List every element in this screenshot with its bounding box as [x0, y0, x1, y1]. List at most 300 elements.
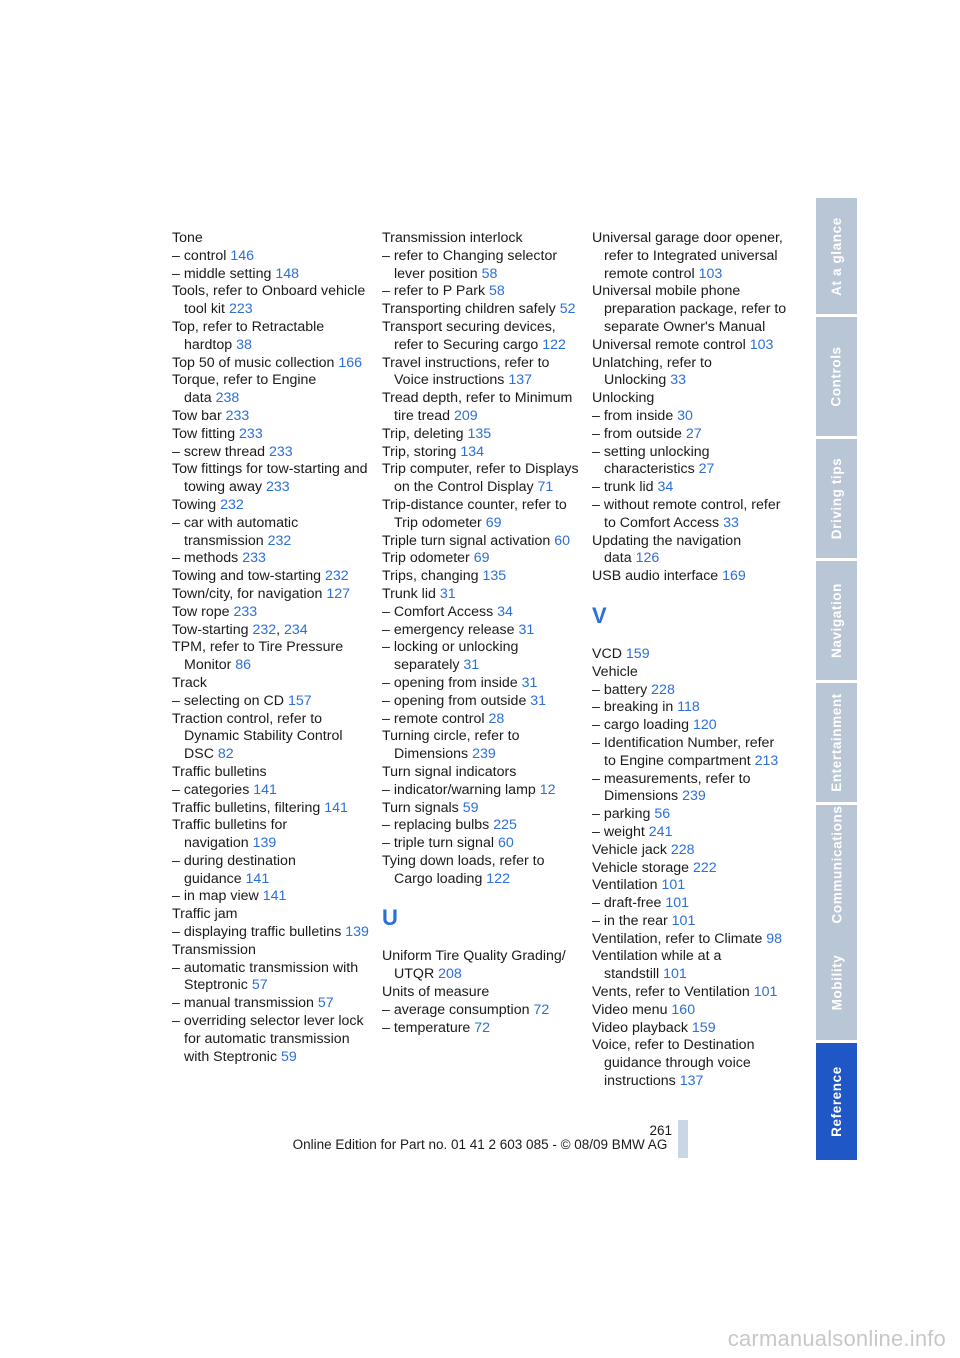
index-entry [382, 948, 582, 984]
index-entry-text: Towing and tow-starting [172, 568, 322, 585]
tab-label: Reference [829, 1066, 844, 1137]
tab-driving-tips[interactable] [816, 439, 857, 558]
index-entry-text: Uniform Tire Quality Grading/ UTQR [382, 948, 566, 983]
index-entry [172, 853, 372, 889]
index-entry-text: Traffic bulletins [172, 763, 267, 780]
index-entry [172, 604, 372, 622]
index-entry [592, 497, 788, 533]
index-entry [382, 390, 582, 426]
chapter-tab-bar [816, 198, 857, 1160]
index-entry [592, 877, 788, 895]
index-entry [592, 408, 788, 426]
tab-entertainment[interactable] [816, 683, 857, 802]
index-column-2 [382, 230, 582, 1037]
page-reference-link[interactable]: 233 [233, 603, 258, 620]
index-entry-text: Trip odometer [382, 550, 470, 567]
index-entry [592, 444, 788, 480]
page-reference-link[interactable]: 134 [460, 443, 484, 460]
index-entry [172, 782, 372, 800]
index-entry [382, 426, 582, 444]
index-entry [172, 639, 372, 675]
index-entry [382, 800, 582, 818]
index-entry-text: VCD [592, 645, 622, 662]
page-reference-link[interactable]: 241 [648, 823, 673, 840]
index-entry-text: – parking [592, 806, 651, 823]
index-entry-text: – replacing bulbs [382, 817, 490, 834]
page-reference-link[interactable]: 233 [242, 550, 266, 567]
index-entry-text: Video menu [592, 1001, 668, 1018]
index-entry-text: Ventilation while at a standstill [592, 948, 722, 983]
index-entry [592, 948, 788, 984]
index-entry [592, 337, 788, 355]
index-entry [382, 461, 582, 497]
page-reference-link[interactable]: 34 [497, 603, 513, 620]
index-entry [382, 355, 582, 391]
page-reference-link[interactable]: 82 [217, 746, 234, 763]
index-entry-text: Turn signals [382, 799, 459, 816]
index-entry-text: – selecting on CD [172, 692, 284, 709]
tab-label: Navigation [829, 582, 845, 659]
index-entry-text: – categories [172, 781, 250, 798]
page-reference-link[interactable]: 159 [691, 1019, 716, 1036]
index-entry-text: Unlatching, refer to Unlocking [592, 354, 712, 389]
index-entry [172, 924, 372, 942]
index-entry-text: – displaying traffic bulletins [172, 924, 342, 941]
index-entry [592, 842, 788, 860]
index-entry [382, 728, 582, 764]
index-entry-text: Tow fitting [172, 425, 236, 442]
page-reference-link[interactable]: 69 [473, 550, 490, 567]
page-reference-link[interactable]: 101 [665, 895, 690, 912]
index-entry-text: – measurements, refer to Dimensions [592, 770, 751, 805]
index-entry [592, 533, 788, 569]
index-entry [172, 960, 372, 996]
index-entry-text: Tow-starting [172, 621, 249, 638]
page-reference-link[interactable]: 33 [670, 372, 687, 389]
index-entry-text: – refer to P Park [382, 283, 486, 300]
index-entry [592, 913, 788, 931]
index-entry [592, 699, 788, 717]
index-entry [592, 390, 788, 408]
index-entry [172, 568, 372, 586]
index-entry [172, 444, 372, 462]
page-reference-link[interactable]: 222 [692, 859, 717, 876]
index-entry [592, 771, 788, 807]
page-reference-link[interactable]: 137 [679, 1073, 704, 1090]
page-reference-link[interactable]: 141 [324, 799, 348, 816]
page-reference-link[interactable]: 208 [438, 966, 462, 983]
tab-label: At a glance [829, 216, 844, 296]
index-entry [382, 533, 582, 551]
index-entry-text: Vehicle jack [592, 841, 667, 858]
index-entry [172, 888, 372, 906]
index-entry-text: Transmission interlock [382, 230, 523, 246]
index-entry [382, 1020, 582, 1038]
tab-label: Entertainment [829, 693, 844, 792]
page-reference-link[interactable]: 34 [657, 479, 674, 496]
index-entry-text: Track [172, 674, 207, 691]
index-entry [592, 717, 788, 735]
page-reference-link[interactable]: 27 [698, 461, 715, 478]
index-entry-text: Transporting children safely [382, 301, 556, 318]
page-reference-link[interactable]: 122 [542, 336, 566, 353]
index-entry-text: TPM, refer to Tire Pressure Monitor [172, 639, 344, 674]
tab-navigation[interactable] [816, 561, 857, 680]
tab-at-a-glance[interactable] [816, 198, 857, 314]
page-reference-link[interactable]: 209 [453, 407, 478, 424]
tab-label: Controls [829, 346, 845, 407]
page-reference-link[interactable]: 135 [482, 568, 507, 585]
page-reference-link[interactable]: 58 [481, 265, 498, 282]
tab-mobility[interactable] [816, 924, 857, 1040]
index-entry-text: Traffic bulletins, filtering [172, 799, 321, 816]
page-number: 261 [649, 1123, 672, 1138]
index-entry [172, 319, 372, 355]
index-entry-text: Transport securing devices, refer to Securing cargo [382, 318, 556, 353]
index-entry [172, 230, 372, 248]
index-entry-text: Trip computer, refer to Displays on the Control Display [382, 461, 579, 496]
index-entry [382, 248, 582, 284]
index-entry [382, 984, 582, 1002]
index-entry [172, 408, 372, 426]
index-entry [382, 319, 582, 355]
index-entry [172, 817, 372, 853]
index-entry-text: Traffic bulletins for navigation [172, 817, 288, 852]
index-entry [592, 1020, 788, 1038]
index-entry [382, 283, 582, 301]
index-entry-text: – opening from inside [382, 674, 518, 691]
page-reference-link[interactable]: 38 [236, 336, 252, 353]
index-entry [172, 800, 372, 818]
index-entry [592, 824, 788, 842]
page-reference-link[interactable]: 228 [670, 841, 695, 858]
index-entry [382, 835, 582, 853]
index-entry-text: Unlocking [592, 390, 655, 407]
index-entry [592, 230, 788, 283]
page-reference-link[interactable]: 72 [533, 1001, 550, 1018]
page-reference-link[interactable]: 139 [345, 924, 369, 941]
index-entry-text: – automatic transmission with Steptronic [172, 959, 359, 994]
page-reference-link[interactable]: 232 [325, 568, 349, 585]
index-entry [172, 711, 372, 764]
page-reference-link[interactable]: 52 [559, 301, 576, 318]
page-reference-link[interactable]: 234 [284, 621, 308, 638]
page-reference-link[interactable]: 58 [489, 283, 505, 300]
index-entry [382, 782, 582, 800]
tab-label: Communications [829, 805, 845, 924]
index-column-3 [592, 230, 788, 1091]
page-reference-link[interactable]: 103 [749, 336, 774, 353]
index-entry-text: Top, refer to Retractable hardtop [172, 318, 325, 353]
page-reference-link[interactable]: 159 [625, 645, 650, 662]
index-entry [382, 230, 582, 248]
section-letter: U [382, 905, 398, 931]
index-entry-text: Vehicle [592, 663, 638, 680]
index-entry [592, 860, 788, 878]
index-column-1 [172, 230, 372, 1066]
tab-communications[interactable] [816, 805, 857, 924]
index-entry-text: Trunk lid [382, 585, 436, 602]
index-entry [592, 1002, 788, 1020]
page-reference-link[interactable]: 122 [486, 870, 510, 887]
page-reference-link[interactable]: 146 [230, 247, 255, 264]
index-entry-text: – screw thread [172, 443, 266, 460]
index-entry-text: Updating the navigation data [592, 532, 742, 567]
index-entry [382, 693, 582, 711]
index-entry-text: Universal remote control [592, 336, 746, 353]
index-entry-text: Tone [172, 230, 203, 246]
index-entry [382, 622, 582, 640]
index-entry-text: Tread depth, refer to Minimum tire tread [382, 390, 573, 424]
tab-label: Driving tips [829, 457, 844, 540]
page-reference-link[interactable]: 69 [485, 514, 502, 531]
index-entry-text: Traffic jam [172, 906, 238, 923]
page-reference-link[interactable]: 225 [493, 817, 517, 834]
index-entry-text: – without remote control, refer to Comfort Access [592, 496, 781, 531]
tab-label: Mobility [829, 954, 845, 1010]
index-entry-text: – refer to Changing selector lever position [382, 247, 558, 282]
index-entry-text: – triple turn signal [382, 835, 494, 852]
index-entry-text: Ventilation [592, 877, 658, 894]
index-entry-text: – remote control [382, 710, 485, 727]
index-entry-text: Tying down loads, refer to Cargo loading [382, 852, 545, 887]
index-entry [172, 461, 372, 497]
index-entry-text: Top 50 of music collection [172, 354, 335, 371]
page-reference-link[interactable]: 56 [654, 806, 671, 823]
index-entry-text: – from inside [592, 407, 674, 424]
index-entry-text: Units of measure [382, 984, 490, 1001]
index-entry [592, 646, 788, 664]
index-entry-text: – battery [592, 681, 648, 698]
index-entry-text: – Identification Number, refer to Engine compartment [592, 734, 775, 769]
index-entry-text: Trip, storing [382, 443, 457, 460]
page-reference-link[interactable]: 233 [266, 479, 290, 496]
page-reference-link[interactable]: 135 [467, 425, 492, 442]
index-entry-text: – locking or unlocking separately [382, 639, 519, 674]
index-entry-text: – during destination guidance [172, 852, 296, 887]
page-reference-link[interactable]: 101 [663, 966, 687, 983]
page-reference-link[interactable]: 213 [754, 752, 779, 769]
index-entry-text: USB audio interface [592, 568, 719, 585]
index-entry [172, 764, 372, 782]
index-entry [172, 693, 372, 711]
index-entry [382, 675, 582, 693]
index-entry [592, 682, 788, 700]
page-reference-link[interactable]: 223 [228, 301, 253, 318]
page-reference-link[interactable]: 31 [463, 657, 480, 674]
page-reference-link[interactable]: 160 [671, 1001, 696, 1018]
page-reference-link[interactable]: 232 [252, 621, 277, 638]
index-entry-text: – indicator/warning lamp [382, 781, 536, 798]
index-entry-text: – control [172, 247, 227, 264]
page-reference-link[interactable]: 12 [539, 781, 556, 798]
index-entry [172, 426, 372, 444]
index-entry [172, 675, 372, 693]
section-letter: V [592, 602, 607, 628]
page-reference-link[interactable]: 233 [225, 407, 250, 424]
page-reference-link[interactable]: 148 [275, 265, 299, 282]
index-entry-text: Universal mobile phone preparation package, refer to separate Owner's Manual [592, 283, 787, 335]
footer-text: Online Edition for Part no. 01 41 2 603 085 - © 08/09 BMW AG [292, 1137, 668, 1152]
index-entry-text: Vehicle storage [592, 859, 690, 876]
page-reference-link[interactable]: 103 [698, 265, 723, 282]
page-reference-link[interactable]: 233 [239, 425, 263, 442]
index-entry [592, 984, 788, 1002]
page-reference-link[interactable]: 59 [281, 1048, 297, 1065]
page-reference-link[interactable]: 233 [269, 443, 293, 460]
index-entry-text: Trips, changing [382, 568, 479, 585]
index-entry [382, 1002, 582, 1020]
index-entry-text: – in map view [172, 888, 259, 905]
watermark: carmanualsonline.info [727, 1326, 946, 1351]
page-reference-link[interactable]: 60 [554, 532, 570, 549]
page-reference-link[interactable]: 126 [635, 550, 660, 567]
index-entry-text: – methods [172, 550, 239, 567]
page-reference-link[interactable]: 232 [220, 496, 244, 513]
index-entry [382, 817, 582, 835]
index-entry [382, 639, 582, 675]
page-reference-link[interactable]: 72 [474, 1019, 491, 1036]
index-entry-text: Universal garage door opener, refer to Integrated universal remote control [592, 230, 783, 282]
index-entry [172, 906, 372, 924]
page-reference-link[interactable]: 31 [521, 674, 538, 691]
index-entry [382, 853, 582, 889]
index-entry [172, 1013, 372, 1066]
page-reference-link[interactable]: 33 [723, 514, 739, 531]
page-reference-link[interactable]: 239 [472, 746, 496, 763]
index-entry [172, 942, 372, 960]
page-reference-link[interactable]: 27 [685, 425, 702, 442]
index-entry [172, 497, 372, 515]
index-entry-text: Travel instructions, refer to Voice instructions [382, 354, 550, 389]
page-reference-link[interactable]: 157 [287, 692, 312, 709]
index-entry [592, 931, 788, 949]
page-reference-link[interactable]: 232 [267, 532, 292, 549]
index-entry [172, 995, 372, 1013]
page-reference-link[interactable]: 141 [253, 781, 277, 798]
index-entry-text: – temperature [382, 1019, 471, 1036]
index-entry-text: – breaking in [592, 699, 674, 716]
page-reference-link[interactable]: 166 [338, 354, 363, 371]
index-entry-text: – average consumption [382, 1001, 530, 1018]
index-entry [592, 1037, 788, 1090]
index-entry [592, 355, 788, 391]
page-reference-link[interactable]: 118 [677, 699, 700, 716]
index-entry [592, 735, 788, 771]
page-reference-link[interactable]: 60 [497, 835, 514, 852]
index-entry-text: Triple turn signal activation [382, 532, 551, 549]
index-entry [382, 604, 582, 622]
index-entry-text: – middle setting [172, 265, 272, 282]
index-entry-text: – setting unlocking characteristics [592, 443, 710, 478]
index-entry [592, 664, 788, 682]
index-entry [172, 355, 372, 373]
index-entry [172, 248, 372, 266]
page-reference-link[interactable]: 31 [518, 621, 535, 638]
index-entry-text: Tow fittings for tow-starting and towing away [172, 461, 368, 496]
index-entry-text: – from outside [592, 425, 682, 442]
index-entry [592, 806, 788, 824]
index-entry-text: – car with automatic transmission [172, 514, 299, 549]
page-reference-link[interactable]: 169 [722, 568, 746, 585]
page-reference-link[interactable]: 127 [326, 585, 350, 602]
index-entry-text: – weight [592, 823, 645, 840]
index-entry-text: Trip, deleting [382, 425, 464, 442]
index-entry-text: – emergency release [382, 621, 515, 638]
index-entry-text: Turning circle, refer to Dimensions [382, 728, 520, 763]
page-reference-link[interactable]: 28 [488, 710, 505, 727]
index-entry-text: Turn signal indicators [382, 763, 517, 780]
index-entry [382, 444, 582, 462]
page-reference-link[interactable]: 57 [251, 977, 268, 994]
page-reference-link[interactable]: 59 [462, 799, 479, 816]
index-entry [382, 568, 582, 586]
index-entry-text: Tools, refer to Onboard vehicle tool kit [172, 283, 366, 318]
index-entry-text: Traction control, refer to Dynamic Stability Control DSC [172, 710, 343, 763]
index-entry-text: – in the rear [592, 912, 668, 929]
index-entry-text: Trip-distance counter, refer to Trip odometer [382, 496, 567, 531]
page-reference-link[interactable]: 31 [530, 692, 547, 709]
index-entry [172, 515, 372, 551]
page-reference-link[interactable]: 101 [753, 984, 778, 1001]
index-entry [382, 301, 582, 319]
index-entry-text: – Comfort Access [382, 603, 494, 620]
page-reference-link[interactable]: 228 [651, 681, 675, 698]
page-reference-link[interactable]: 86 [235, 657, 252, 674]
index-entry [172, 586, 372, 604]
index-entry [382, 711, 582, 729]
index-entry [382, 586, 582, 604]
page-reference-link[interactable]: 57 [317, 995, 334, 1012]
page-reference-link[interactable]: 101 [661, 877, 686, 894]
page-reference-link[interactable]: 31 [439, 585, 456, 602]
index-entry [382, 764, 582, 782]
page-reference-link[interactable]: 238 [215, 390, 240, 407]
page-reference-link[interactable]: 139 [252, 835, 277, 852]
tab-controls[interactable] [816, 317, 857, 436]
page-reference-link[interactable]: 120 [692, 717, 717, 734]
index-entry-text: – opening from outside [382, 692, 527, 709]
index-entry-text: Torque, refer to Engine data [172, 372, 317, 407]
index-entry-text: – overriding selector lever lock for automatic transmission with Steptronic [172, 1013, 364, 1065]
page-reference-link[interactable]: 141 [262, 888, 287, 905]
index-entry-text: – cargo loading [592, 717, 690, 734]
index-entry-text: Towing [172, 496, 217, 513]
page-reference-link[interactable]: 71 [537, 479, 554, 496]
index-entry [592, 426, 788, 444]
page-reference-link[interactable]: 101 [671, 912, 696, 929]
index-entry-text: Town/city, for navigation [172, 585, 323, 602]
page-reference-link[interactable]: 98 [766, 930, 783, 947]
index-entry-text: Ventilation, refer to Climate [592, 930, 763, 947]
page-reference-link[interactable]: 141 [245, 870, 270, 887]
index-entry [382, 550, 582, 568]
index-entry-text: Vents, refer to Ventilation [592, 984, 750, 1001]
index-entry [592, 479, 788, 497]
page-reference-link[interactable]: 30 [677, 407, 693, 424]
index-entry [382, 497, 582, 533]
index-entry-text: – manual transmission [172, 995, 314, 1012]
index-entry-text: Transmission [172, 941, 256, 958]
index-entry-text: Tow bar [172, 407, 222, 424]
index-entry [592, 283, 788, 336]
index-entry [172, 372, 372, 408]
index-entry [172, 266, 372, 284]
index-entry [592, 895, 788, 913]
index-entry-text: Tow rope [172, 603, 230, 620]
page-reference-link[interactable]: 239 [682, 788, 706, 805]
page-reference-link[interactable]: 137 [508, 372, 533, 389]
